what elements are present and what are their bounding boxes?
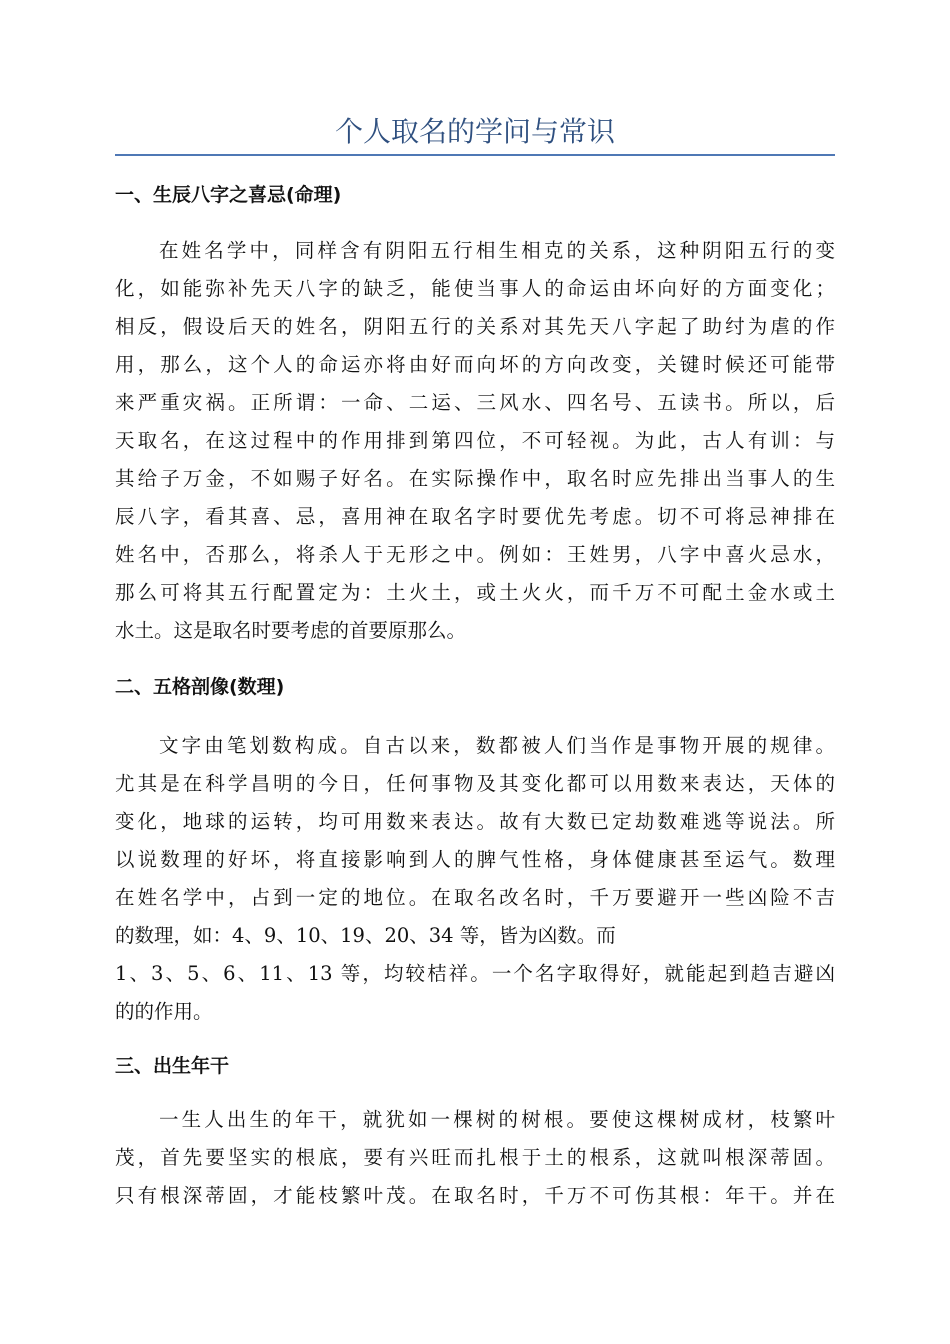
paragraph-line: 天取名，在这过程中的作用排到第四位，不可轻视。为此，古人有训：与	[115, 429, 835, 452]
paragraph-line: 水土。这是取名时要考虑的首要原那么。	[115, 619, 467, 642]
paragraph-line: 用，那么，这个人的命运亦将由好而向坏的方向改变，关键时候还可能带	[115, 353, 835, 376]
section-paragraph-2	[115, 727, 835, 1031]
paragraph-line: 在姓名学中，同样含有阴阳五行相生相克的关系，这种阴阳五行的变	[159, 239, 835, 262]
paragraph-line: 的数理，如：4、9、10、19、20、34 等，皆为凶数。而	[115, 924, 616, 947]
section-paragraph-1	[115, 232, 835, 650]
paragraph-line: 姓名中，否那么，将杀人于无形之中。例如：王姓男，八字中喜火忌水，	[115, 543, 835, 566]
paragraph-line: 化，如能弥补先天八字的缺乏，能使当事人的命运由坏向好的方面变化；	[115, 277, 835, 300]
paragraph-line: 只有根深蒂固，才能枝繁叶茂。在取名时，千万不可伤其根：年干。并在	[115, 1184, 835, 1207]
paragraph-line: 那么可将其五行配置定为：土火土，或土火火，而千万不可配土金水或土	[115, 581, 835, 604]
section-heading-1: 一、生辰八字之喜忌(命理)	[115, 184, 342, 206]
section-heading-3: 三、出生年干	[115, 1055, 230, 1077]
paragraph-line: 茂，首先要坚实的根底，要有兴旺而扎根于土的根系，这就叫根深蒂固。	[115, 1146, 835, 1169]
paragraph-line: 辰八字，看其喜、忌，喜用神在取名字时要优先考虑。切不可将忌神排在	[115, 505, 835, 528]
paragraph-line: 的的作用。	[115, 1000, 213, 1023]
paragraph-line: 相反，假设后天的姓名，阴阳五行的关系对其先天八字起了助纣为虐的作	[115, 315, 835, 338]
paragraph-line: 变化，地球的运转，均可用数来表达。故有大数已定劫数难逃等说法。所	[115, 810, 835, 833]
paragraph-line: 一生人出生的年干，就犹如一棵树的树根。要使这棵树成材，枝繁叶	[159, 1108, 835, 1131]
paragraph-line: 其给子万金，不如赐子好名。在实际操作中，取名时应先排出当事人的生	[115, 467, 835, 490]
title-underline	[115, 154, 835, 156]
paragraph-line: 以说数理的好坏，将直接影响到人的脾气性格，身体健康甚至运气。数理	[115, 848, 835, 871]
paragraph-line: 来严重灾祸。正所谓：一命、二运、三风水、四名号、五读书。所以，后	[115, 391, 835, 414]
section-heading-2: 二、五格剖像(数理)	[115, 676, 285, 698]
paragraph-line: 在姓名学中，占到一定的地位。在取名改名时，千万要避开一些凶险不吉	[115, 886, 835, 909]
document-title: 个人取名的学问与常识	[334, 115, 615, 148]
section-paragraph-3	[115, 1101, 835, 1215]
paragraph-line: 文字由笔划数构成。自古以来，数都被人们当作是事物开展的规律。	[159, 734, 835, 757]
paragraph-line: 尤其是在科学昌明的今日，任何事物及其变化都可以用数来表达，天体的	[115, 772, 835, 795]
paragraph-line: 1、3、5、6、11、13 等，均较桔祥。一个名字取得好，就能起到趋吉避凶	[115, 962, 835, 985]
